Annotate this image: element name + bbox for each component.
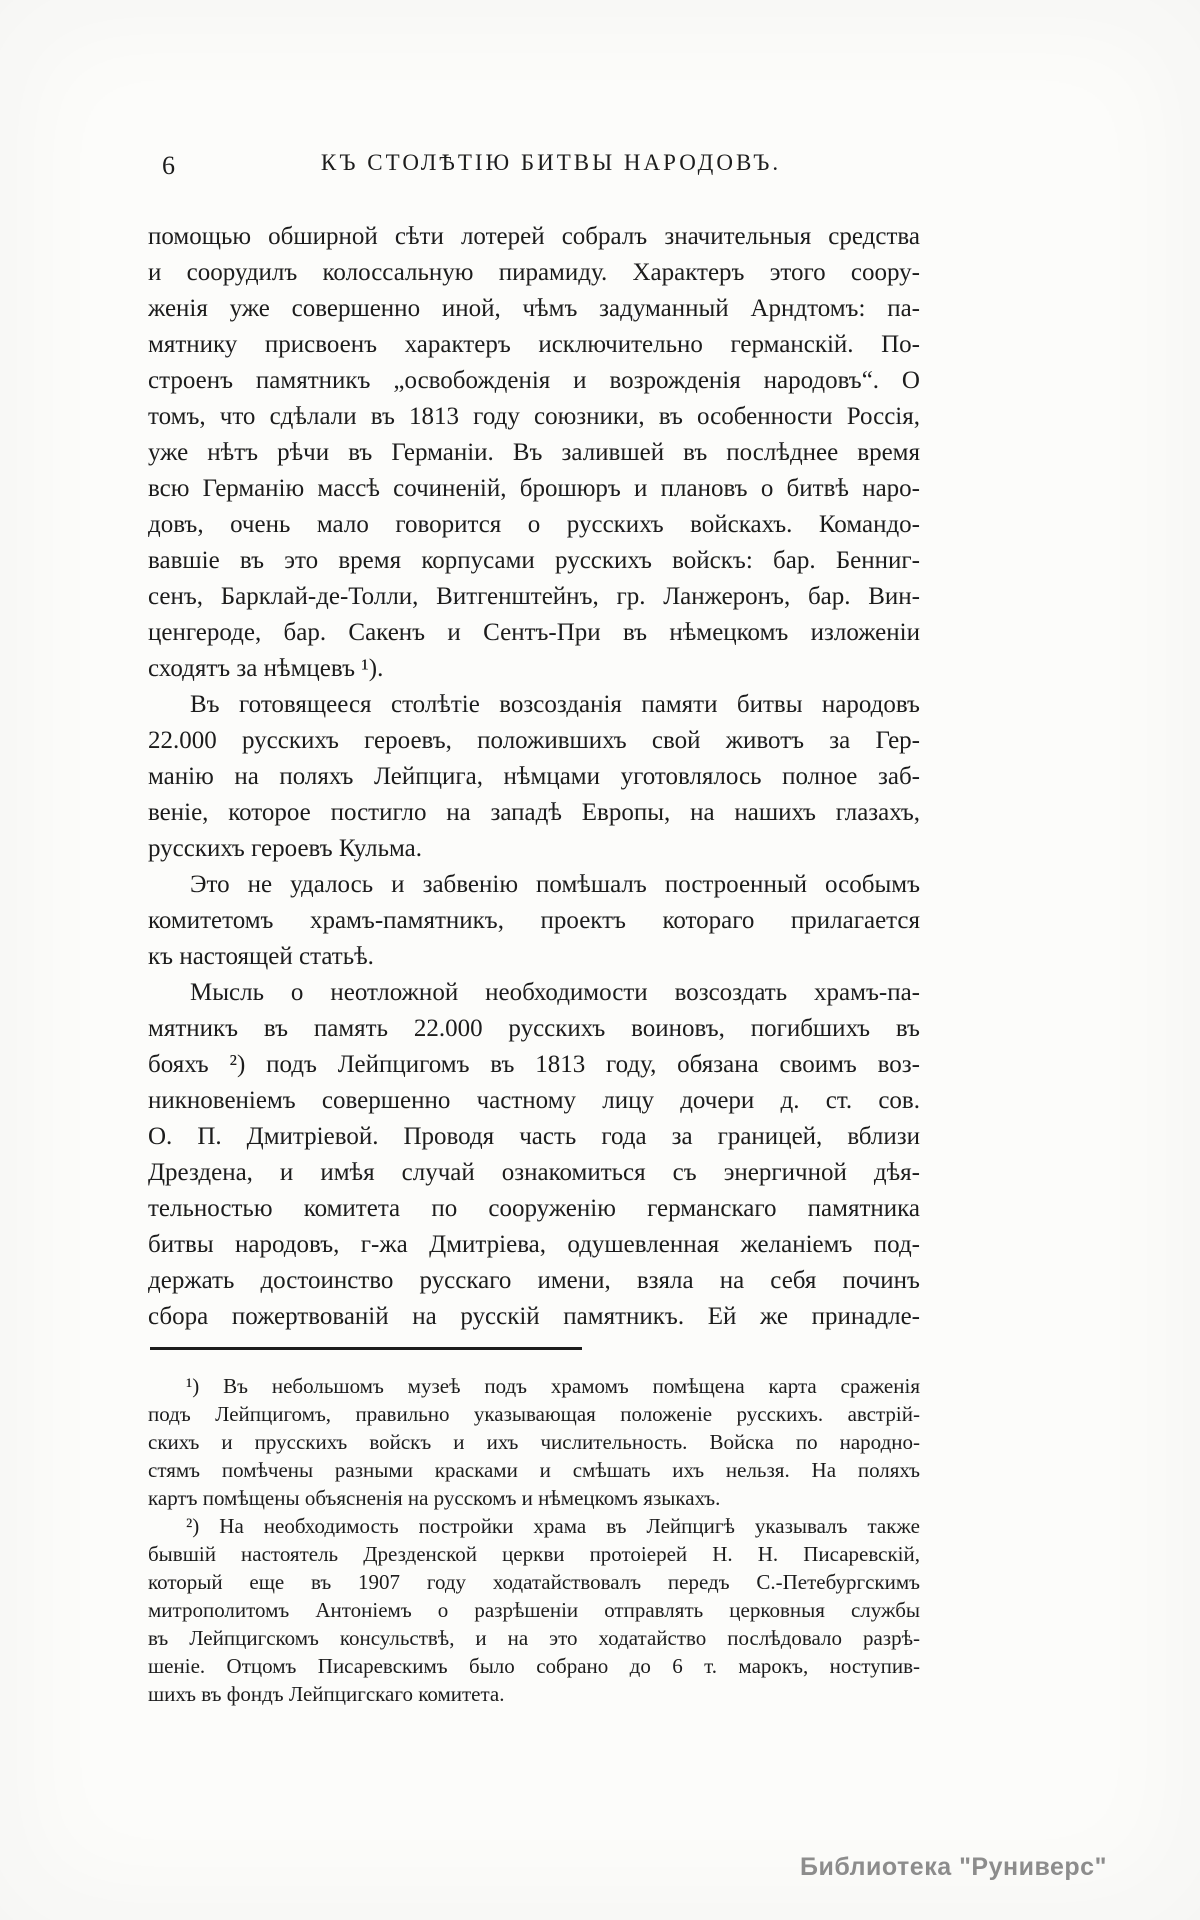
body-line: русскихъ героевъ Кульма. <box>148 835 422 862</box>
body-line: манію на поляхъ Лейпцига, нѣмцами уготовлялось полное заб- <box>148 763 920 790</box>
footnote-line: митрополитомъ Антоніемъ о разрѣшеніи отправлять церковныя службы <box>148 1598 920 1622</box>
body-line: строенъ памятникъ „освобожденія и возрожденія народовъ“. О <box>148 367 920 394</box>
body-line: вавшіе въ это время корпусами русскихъ войскъ: бар. Бенниг- <box>148 547 920 574</box>
page-header <box>148 150 920 182</box>
body-line: О. П. Дмитріевой. Проводя часть года за границей, вблизи <box>148 1123 920 1150</box>
paragraph <box>148 687 920 867</box>
body-line: помощью обширной сѣти лотерей собралъ значительныя средства <box>148 223 920 250</box>
footnote-line: который еще въ 1907 году ходатайствовалъ передъ С.-Петебургскимъ <box>148 1570 920 1594</box>
body-line: бояхъ ²) подъ Лейпцигомъ въ 1813 году, обязана своимъ воз- <box>148 1051 920 1078</box>
footnote <box>148 1512 920 1708</box>
body-line: комитетомъ храмъ-памятникъ, проектъ котораго прилагается <box>148 907 920 934</box>
body-line: битвы народовъ, г-жа Дмитріева, одушевленная желаніемъ под- <box>148 1231 920 1258</box>
body-line: держать достоинство русскаго имени, взяла на себя починъ <box>148 1267 920 1294</box>
paragraph <box>148 975 920 1335</box>
main-text-block <box>148 219 920 1335</box>
body-line: женія уже совершенно иной, чѣмъ задуманный Арндтомъ: па- <box>148 295 920 322</box>
paragraph <box>148 867 920 975</box>
page-number: 6 <box>162 151 175 180</box>
library-watermark: Библиотека "Руниверс" <box>800 1853 1107 1881</box>
body-line: томъ, что сдѣлали въ 1813 году союзники, въ особенности Россія, <box>148 403 920 430</box>
footnote <box>148 1372 920 1512</box>
body-line: уже нѣтъ рѣчи въ Германіи. Въ залившей въ послѣднее время <box>148 439 920 466</box>
footnote-line: ²) На необходимость постройки храма въ Лейпцигѣ указывалъ также <box>186 1514 920 1538</box>
footnote-line: въ Лейпцигскомъ консульствѣ, и на это ходатайство послѣдовало разрѣ- <box>148 1626 920 1650</box>
body-line: всю Германію массѣ сочиненій, брошюръ и плановъ о битвѣ наро- <box>148 475 920 502</box>
running-title: КЪ СТОЛѢТІЮ БИТВЫ НАРОДОВЪ. <box>320 150 782 175</box>
body-line: сходятъ за нѣмцевъ ¹). <box>148 655 384 682</box>
body-line: Это не удалось и забвенію помѣшалъ построенный особымъ <box>190 871 920 898</box>
body-line: Въ готовящееся столѣтіе возсозданія памяти битвы народовъ <box>190 691 920 718</box>
footnotes-block <box>148 1372 920 1708</box>
footnote-line: ¹) Въ небольшомъ музеѣ подъ храмомъ помѣщена карта сраженія <box>186 1374 920 1398</box>
footnote-line: картъ помѣщены объясненія на русскомъ и нѣмецкомъ языкахъ. <box>148 1486 721 1510</box>
paragraph <box>148 219 920 687</box>
footnote-line: бывшій настоятель Дрезденской церкви протоіерей Н. Н. Писаревскій, <box>148 1542 920 1566</box>
footnote-line: подъ Лейпцигомъ, правильно указывающая положеніе русскихъ. австрій- <box>148 1402 920 1426</box>
body-line: никновеніемъ совершенно частному лицу дочери д. ст. сов. <box>148 1087 920 1114</box>
body-line: Дрездена, и имѣя случай ознакомиться съ энергичной дѣя- <box>148 1159 920 1186</box>
body-line: довъ, очень мало говорится о русскихъ войскахъ. Командо- <box>148 511 920 538</box>
body-line: и соорудилъ колоссальную пирамиду. Характеръ этого соору- <box>148 259 920 286</box>
body-line: сенъ, Барклай-де-Толли, Витгенштейнъ, гр. Ланжеронъ, бар. Вин- <box>148 583 920 610</box>
body-line: ценгероде, бар. Сакенъ и Сентъ-При въ нѣмецкомъ изложеніи <box>148 619 920 646</box>
footnote-line: стямъ помѣчены разными красками и смѣшать ихъ нельзя. На поляхъ <box>148 1458 920 1482</box>
footnote-line: шеніе. Отцомъ Писаревскимъ было собрано до 6 т. марокъ, ноступив- <box>148 1654 920 1678</box>
body-line: мятникъ въ память 22.000 русскихъ воиновъ, погибшихъ въ <box>148 1015 920 1042</box>
body-line: мятнику присвоенъ характеръ исключительно германскій. По- <box>148 331 920 358</box>
body-line: веніе, которое постигло на западѣ Европы, на нашихъ глазахъ, <box>148 799 920 826</box>
body-line: тельностью комитета по сооруженію германскаго памятника <box>148 1195 920 1222</box>
body-line: Мысль о неотложной необходимости возсоздать храмъ-па- <box>190 979 920 1006</box>
footnote-separator-rule <box>150 1347 582 1350</box>
body-line: 22.000 русскихъ героевъ, положившихъ свой животъ за Гер- <box>148 727 920 754</box>
footnote-line: шихъ въ фондъ Лейпцигскаго комитета. <box>148 1682 505 1706</box>
body-line: сбора пожертвованій на русскій памятникъ. Ей же принадле- <box>148 1303 920 1330</box>
body-line: къ настоящей статьѣ. <box>148 943 374 970</box>
footnote-line: скихъ и прусскихъ войскъ и ихъ числительность. Войска по народно- <box>148 1430 920 1454</box>
